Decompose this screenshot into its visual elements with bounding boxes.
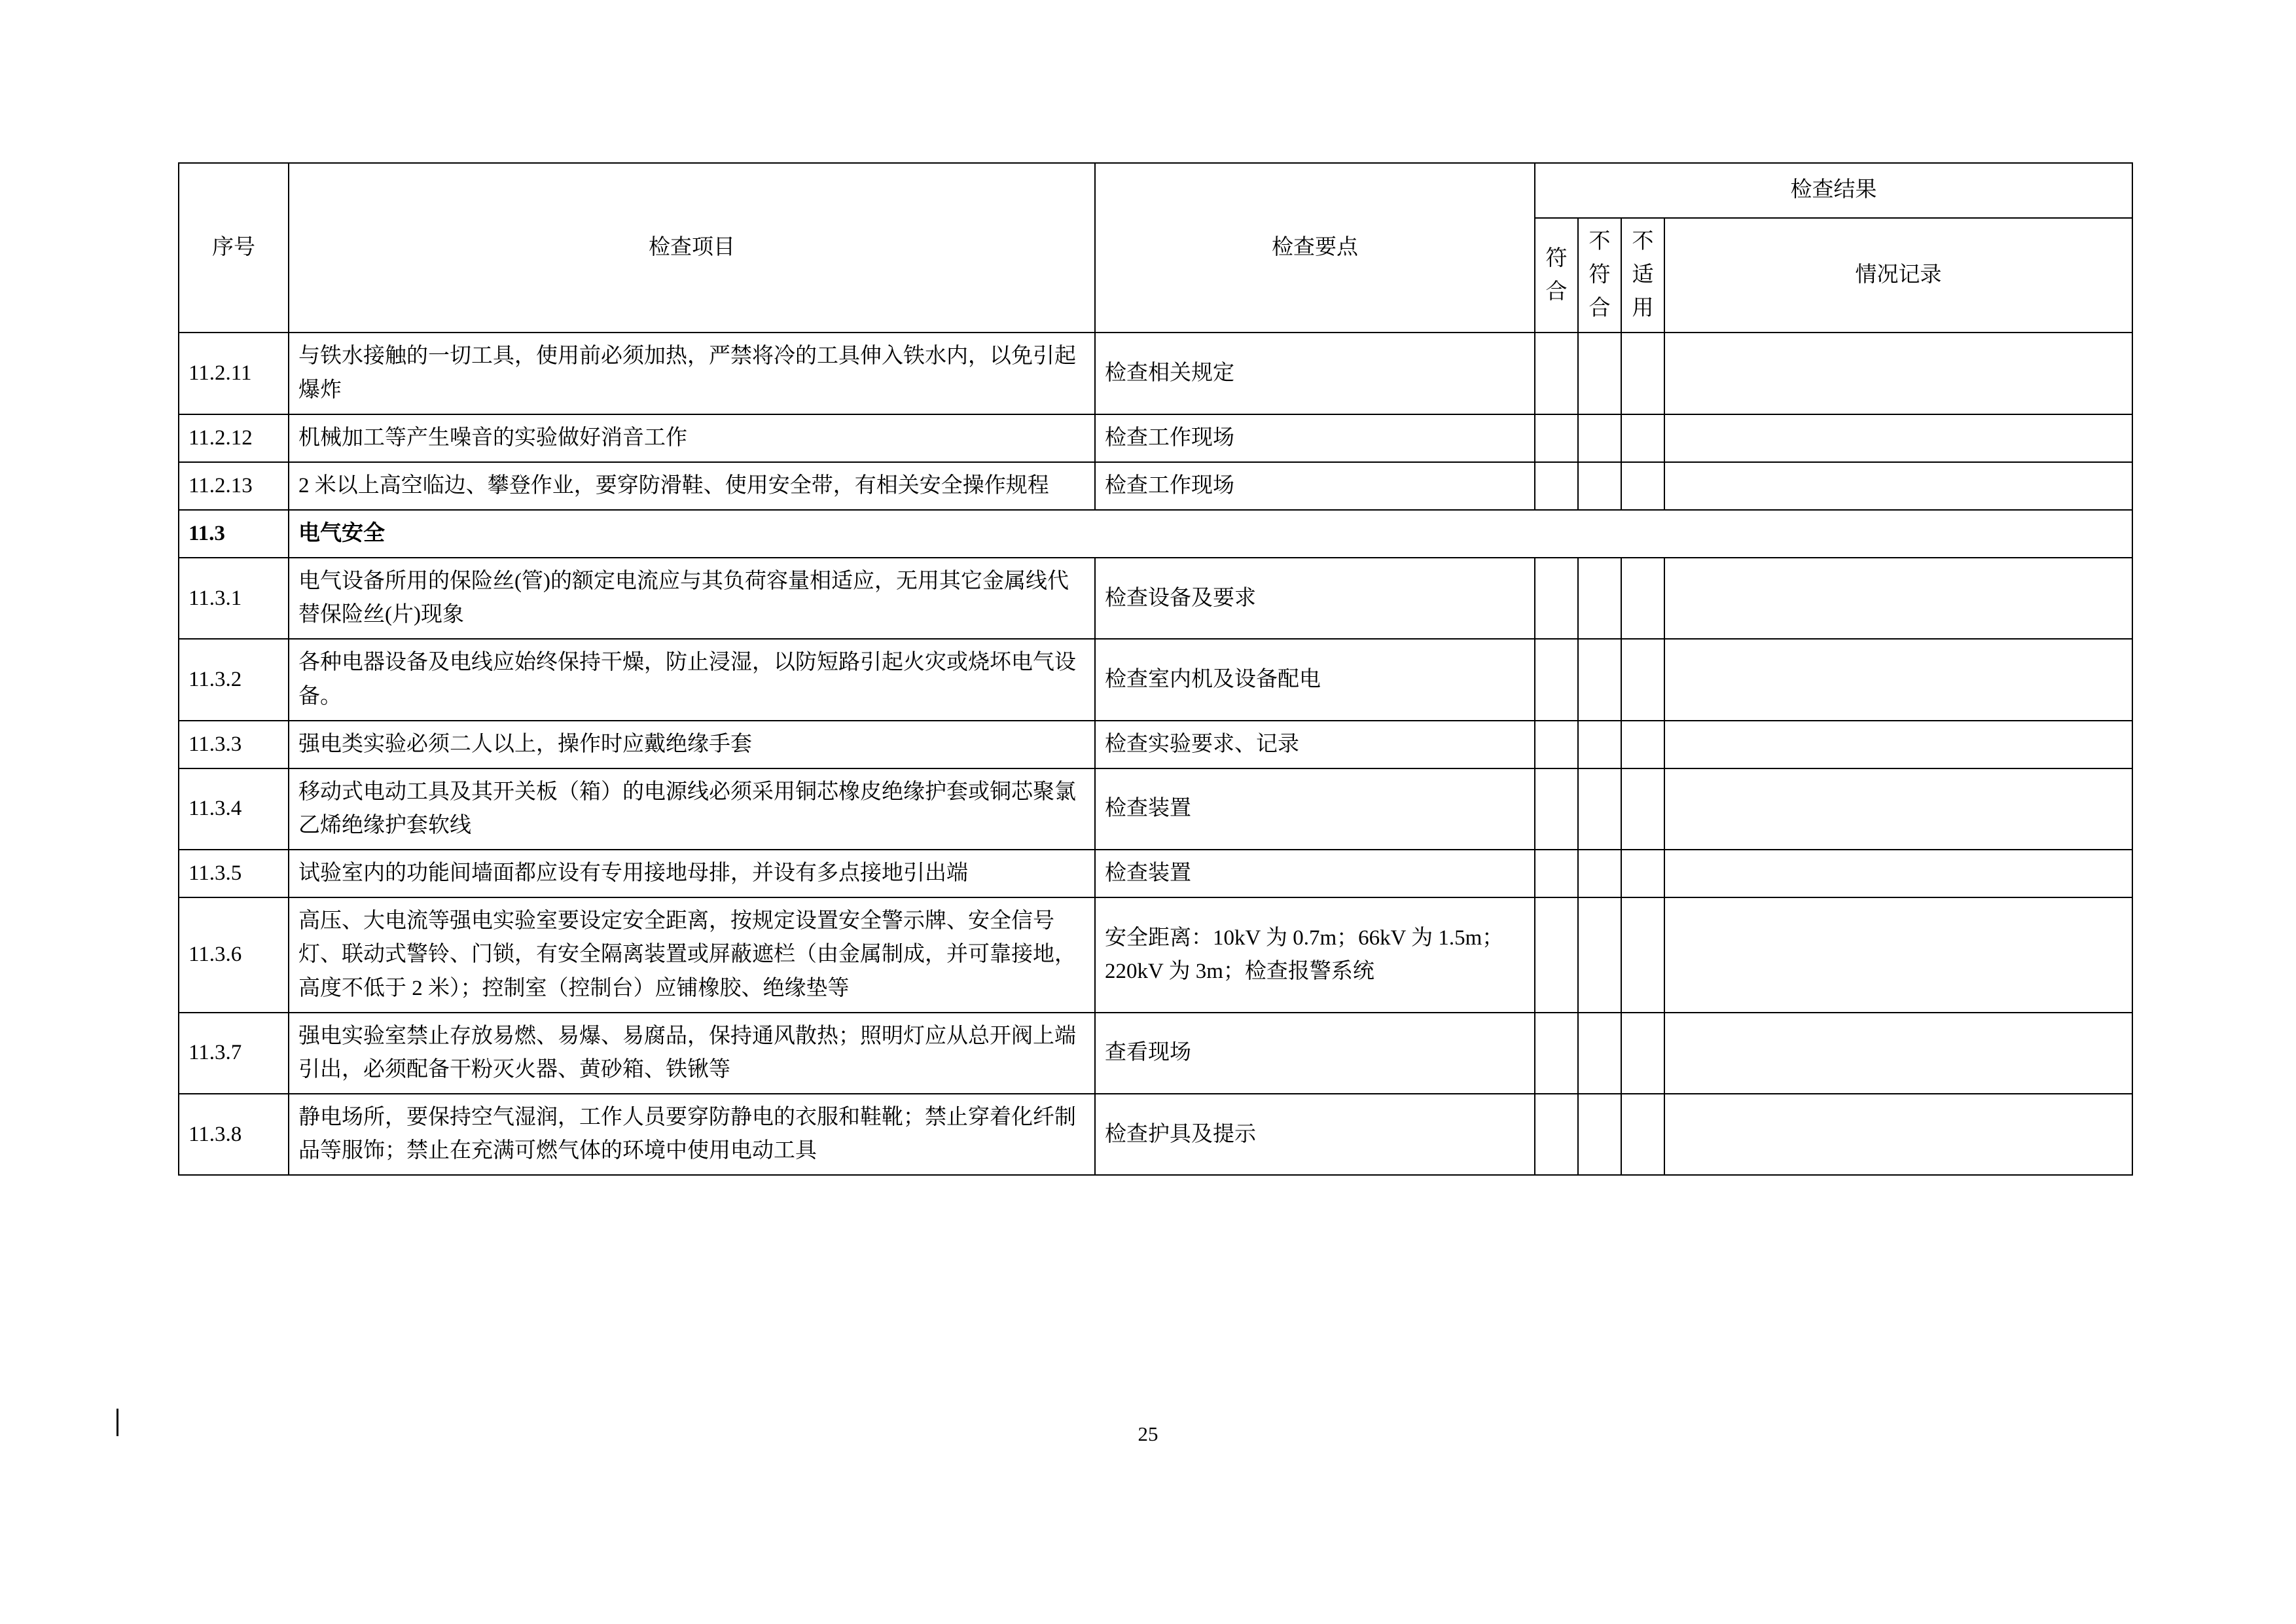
cell-item: 机械加工等产生噪音的实验做好消音工作 [289, 414, 1095, 462]
table-row [179, 333, 2132, 414]
cell-nonconform-checkbox[interactable] [1578, 1013, 1621, 1094]
cell-item: 静电场所，要保持空气湿润，工作人员要穿防静电的衣服和鞋靴；禁止穿着化纤制品等服饰；禁止在充满可燃气体的环境中使用电动工具 [289, 1094, 1095, 1175]
cell-seq: 11.3.6 [179, 897, 289, 1012]
cell-conform-checkbox[interactable] [1535, 1013, 1578, 1094]
cell-conform-checkbox[interactable] [1535, 558, 1578, 639]
cell-record[interactable] [1664, 897, 2132, 1012]
cell-nonconform-checkbox[interactable] [1578, 414, 1621, 462]
cell-item: 与铁水接触的一切工具，使用前必须加热，严禁将冷的工具伸入铁水内，以免引起爆炸 [289, 333, 1095, 414]
cell-nonconform-checkbox[interactable] [1578, 721, 1621, 768]
cell-record[interactable] [1664, 558, 2132, 639]
cell-record[interactable] [1664, 462, 2132, 510]
cell-seq: 11.3.8 [179, 1094, 289, 1175]
table-row [179, 414, 2132, 462]
header-result-group: 检查结果 [1535, 163, 2132, 218]
cell-record[interactable] [1664, 850, 2132, 897]
cell-not-applicable-checkbox[interactable] [1621, 558, 1664, 639]
cell-conform-checkbox[interactable] [1535, 768, 1578, 850]
inspection-checklist-table [178, 162, 2133, 1176]
header-nonconform: 不符合 [1578, 218, 1621, 333]
cell-conform-checkbox[interactable] [1535, 639, 1578, 720]
cell-conform-checkbox[interactable] [1535, 721, 1578, 768]
cell-item: 各种电器设备及电线应始终保持干燥，防止浸湿，以防短路引起火灾或烧坏电气设备。 [289, 639, 1095, 720]
header-conform: 符合 [1535, 218, 1578, 333]
header-record: 情况记录 [1664, 218, 2132, 333]
cell-not-applicable-checkbox[interactable] [1621, 333, 1664, 414]
cell-section-title: 电气安全 [289, 510, 2132, 558]
cell-nonconform-checkbox[interactable] [1578, 897, 1621, 1012]
cell-seq: 11.3 [179, 510, 289, 558]
cell-item: 高压、大电流等强电实验室要设定安全距离，按规定设置安全警示牌、安全信号灯、联动式警铃、门锁，有安全隔离装置或屏蔽遮栏（由金属制成，并可靠接地，高度不低于 2 米）；控制室（控制台）应铺橡胶、绝缘垫等 [289, 897, 1095, 1012]
cell-point: 检查相关规定 [1095, 333, 1535, 414]
cell-seq: 11.3.2 [179, 639, 289, 720]
table-body [179, 333, 2132, 1175]
cell-conform-checkbox[interactable] [1535, 1094, 1578, 1175]
cell-point: 检查设备及要求 [1095, 558, 1535, 639]
cell-item: 电气设备所用的保险丝(管)的额定电流应与其负荷容量相适应，无用其它金属线代替保险丝(片)现象 [289, 558, 1095, 639]
cell-conform-checkbox[interactable] [1535, 462, 1578, 510]
cell-seq: 11.3.7 [179, 1013, 289, 1094]
cell-seq: 11.2.12 [179, 414, 289, 462]
cell-record[interactable] [1664, 721, 2132, 768]
cell-conform-checkbox[interactable] [1535, 850, 1578, 897]
table-row [179, 1013, 2132, 1094]
header-point: 检查要点 [1095, 163, 1535, 333]
cell-point: 检查装置 [1095, 768, 1535, 850]
table-row [179, 1094, 2132, 1175]
cell-seq: 11.2.13 [179, 462, 289, 510]
cell-seq: 11.3.4 [179, 768, 289, 850]
header-item: 检查项目 [289, 163, 1095, 333]
header-seq: 序号 [179, 163, 289, 333]
cell-not-applicable-checkbox[interactable] [1621, 462, 1664, 510]
cell-point: 检查工作现场 [1095, 414, 1535, 462]
cell-point: 安全距离：10kV 为 0.7m；66kV 为 1.5m；220kV 为 3m；检查报警系统 [1095, 897, 1535, 1012]
cell-point: 查看现场 [1095, 1013, 1535, 1094]
table-row [179, 558, 2132, 639]
table-row [179, 850, 2132, 897]
cell-not-applicable-checkbox[interactable] [1621, 850, 1664, 897]
cell-record[interactable] [1664, 639, 2132, 720]
table-row [179, 721, 2132, 768]
table-row [179, 639, 2132, 720]
cell-item: 强电实验室禁止存放易燃、易爆、易腐品，保持通风散热；照明灯应从总开阀上端引出，必须配备干粉灭火器、黄砂箱、铁锹等 [289, 1013, 1095, 1094]
cell-item: 移动式电动工具及其开关板（箱）的电源线必须采用铜芯橡皮绝缘护套或铜芯聚氯乙烯绝缘护套软线 [289, 768, 1095, 850]
table-section-row [179, 510, 2132, 558]
cell-record[interactable] [1664, 1094, 2132, 1175]
cell-point: 检查工作现场 [1095, 462, 1535, 510]
table-row [179, 897, 2132, 1012]
cell-not-applicable-checkbox[interactable] [1621, 768, 1664, 850]
cell-item: 强电类实验必须二人以上，操作时应戴绝缘手套 [289, 721, 1095, 768]
cell-seq: 11.3.1 [179, 558, 289, 639]
cell-nonconform-checkbox[interactable] [1578, 850, 1621, 897]
cell-point: 检查护具及提示 [1095, 1094, 1535, 1175]
table-header [179, 163, 2132, 333]
cell-item: 2 米以上高空临边、攀登作业，要穿防滑鞋、使用安全带，有相关安全操作规程 [289, 462, 1095, 510]
cell-conform-checkbox[interactable] [1535, 414, 1578, 462]
table-row [179, 768, 2132, 850]
cell-seq: 11.3.3 [179, 721, 289, 768]
header-row-top [179, 163, 2132, 218]
cell-not-applicable-checkbox[interactable] [1621, 1094, 1664, 1175]
cell-record[interactable] [1664, 333, 2132, 414]
cell-nonconform-checkbox[interactable] [1578, 558, 1621, 639]
cell-nonconform-checkbox[interactable] [1578, 462, 1621, 510]
cell-nonconform-checkbox[interactable] [1578, 1094, 1621, 1175]
cell-point: 检查装置 [1095, 850, 1535, 897]
cell-not-applicable-checkbox[interactable] [1621, 897, 1664, 1012]
cell-record[interactable] [1664, 768, 2132, 850]
cell-record[interactable] [1664, 1013, 2132, 1094]
header-not-applicable: 不适用 [1621, 218, 1664, 333]
checklist-sheet [178, 162, 2132, 1176]
cell-conform-checkbox[interactable] [1535, 333, 1578, 414]
table-row [179, 462, 2132, 510]
cell-conform-checkbox[interactable] [1535, 897, 1578, 1012]
cell-not-applicable-checkbox[interactable] [1621, 414, 1664, 462]
cell-seq: 11.3.5 [179, 850, 289, 897]
cell-point: 检查实验要求、记录 [1095, 721, 1535, 768]
cell-not-applicable-checkbox[interactable] [1621, 721, 1664, 768]
cell-seq: 11.2.11 [179, 333, 289, 414]
cell-point: 检查室内机及设备配电 [1095, 639, 1535, 720]
cell-record[interactable] [1664, 414, 2132, 462]
cell-not-applicable-checkbox[interactable] [1621, 639, 1664, 720]
cell-item: 试验室内的功能间墙面都应设有专用接地母排，并设有多点接地引出端 [289, 850, 1095, 897]
cell-nonconform-checkbox[interactable] [1578, 639, 1621, 720]
cell-nonconform-checkbox[interactable] [1578, 333, 1621, 414]
cell-not-applicable-checkbox[interactable] [1621, 1013, 1664, 1094]
page-number: 25 [1138, 1422, 1158, 1445]
cell-nonconform-checkbox[interactable] [1578, 768, 1621, 850]
